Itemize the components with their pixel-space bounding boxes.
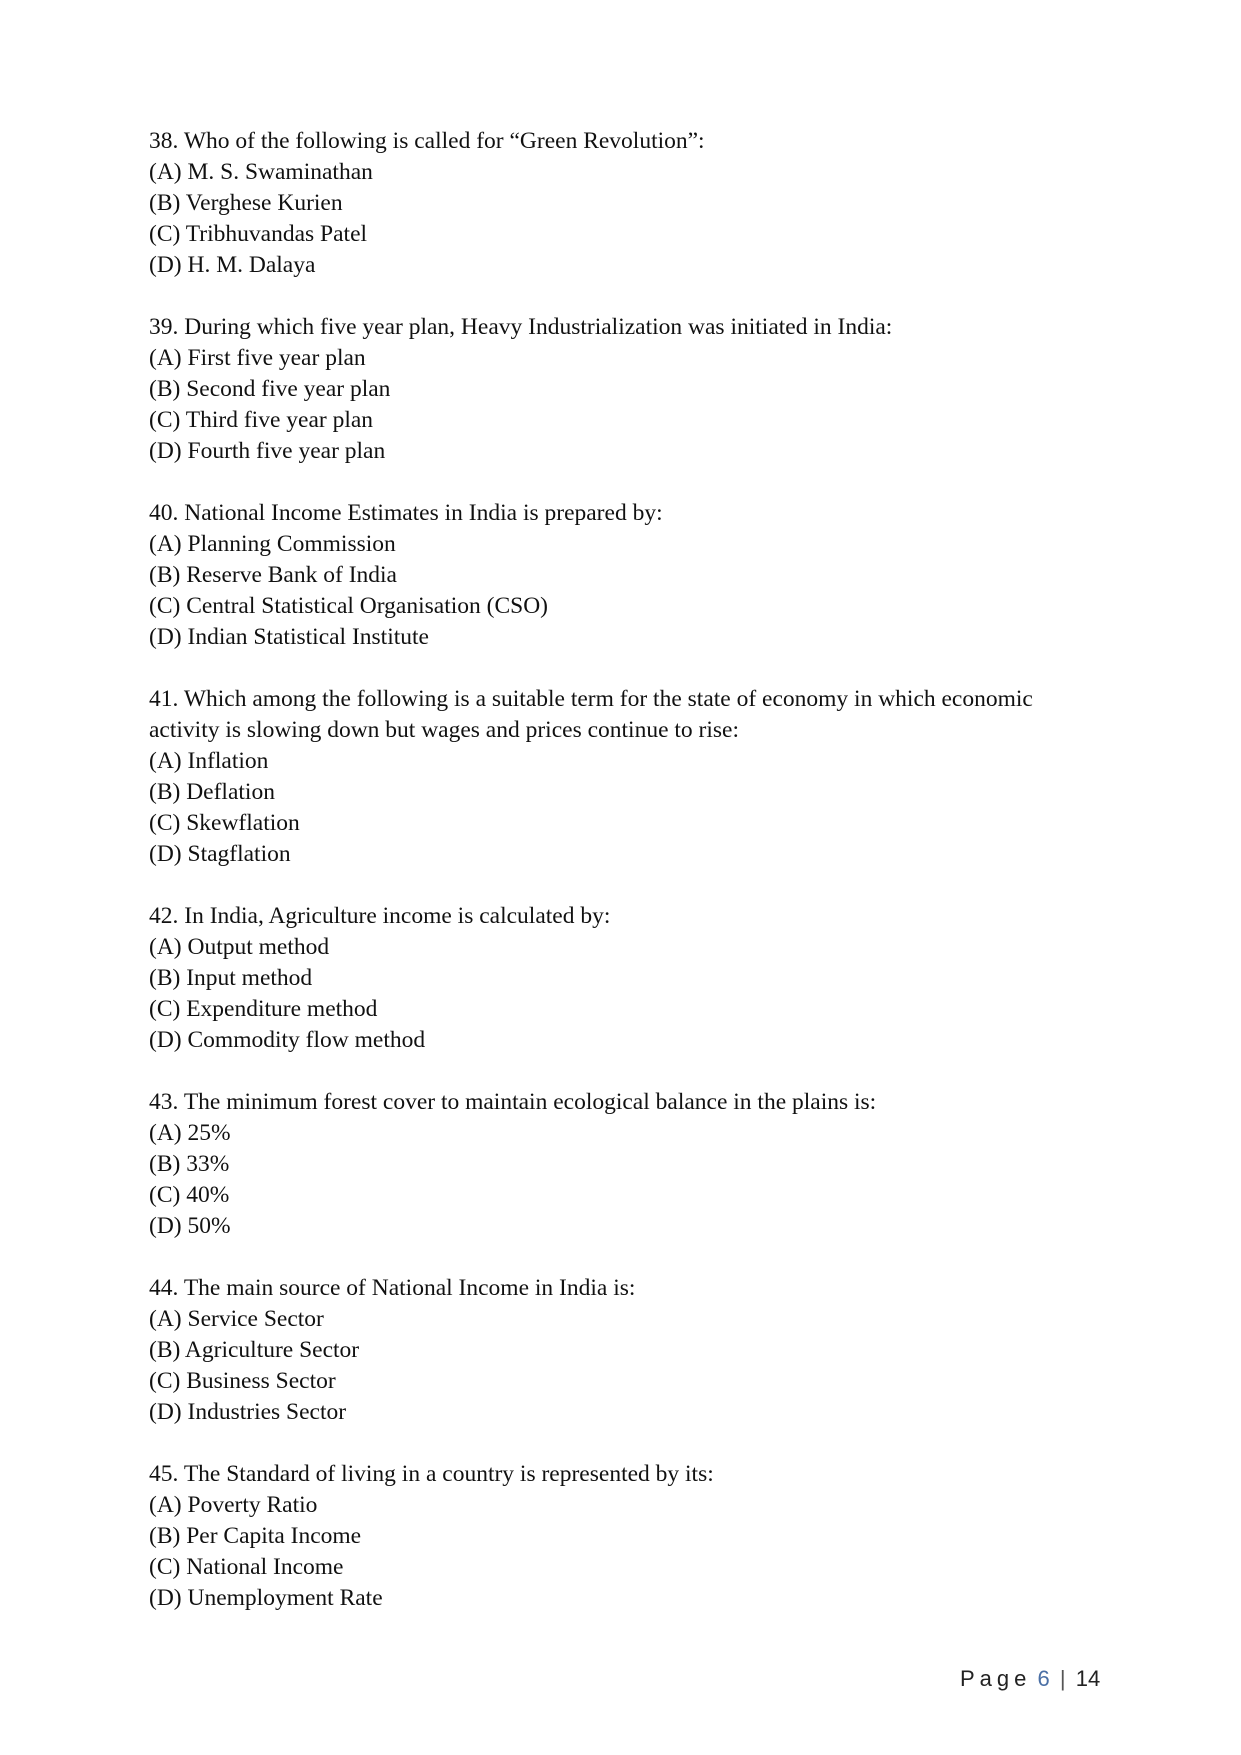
answer-option: (B) Agriculture Sector [149, 1337, 360, 1363]
question-text: 43. The minimum forest cover to maintain ecological balance in the plains is: [149, 1089, 877, 1115]
question-text: 39. During which five year plan, Heavy Industrialization was initiated in India: [149, 314, 893, 340]
answer-option: (C) Skewflation [149, 810, 300, 836]
question-item [149, 312, 1109, 467]
answer-option: (A) M. S. Swaminathan [149, 159, 373, 185]
page-label: Page [960, 1666, 1032, 1691]
answer-option: (C) Business Sector [149, 1368, 336, 1394]
page-number: 6 [1037, 1666, 1050, 1691]
total-pages: 14 [1075, 1666, 1101, 1691]
answer-option: (C) Expenditure method [149, 996, 378, 1022]
answer-option: (D) 50% [149, 1213, 231, 1239]
answer-option: (A) Service Sector [149, 1306, 324, 1332]
answer-option: (B) Second five year plan [149, 376, 391, 402]
answer-option: (B) Input method [149, 965, 313, 991]
answer-option: (A) Poverty Ratio [149, 1492, 318, 1518]
answer-option: (B) 33% [149, 1151, 230, 1177]
answer-option: (A) First five year plan [149, 345, 366, 371]
answer-option: (B) Verghese Kurien [149, 190, 343, 216]
question-item [149, 1087, 1109, 1242]
question-text: 45. The Standard of living in a country is represented by its: [149, 1461, 714, 1487]
answer-option: (B) Deflation [149, 779, 275, 805]
question-text: 41. Which among the following is a suitable term for the state of economy in which economic activity is slowing down but wages and prices continue to rise: [149, 686, 1033, 743]
answer-option: (B) Reserve Bank of India [149, 562, 397, 588]
answer-option: (A) Planning Commission [149, 531, 396, 557]
question-text: 38. Who of the following is called for “Green Revolution”: [149, 128, 705, 154]
answer-option: (C) Central Statistical Organisation (CSO) [149, 593, 549, 619]
question-text: 42. In India, Agriculture income is calculated by: [149, 903, 611, 929]
answer-option: (D) Fourth five year plan [149, 438, 386, 464]
answer-option: (D) Indian Statistical Institute [149, 624, 429, 650]
answer-option: (A) Output method [149, 934, 330, 960]
question-item [149, 1273, 1109, 1428]
question-item [149, 684, 1109, 870]
answer-option: (C) National Income [149, 1554, 344, 1580]
question-item [149, 126, 1109, 281]
question-text: 40. National Income Estimates in India is prepared by: [149, 500, 663, 526]
answer-option: (C) Tribhuvandas Patel [149, 221, 368, 247]
question-list [149, 126, 1109, 1645]
answer-option: (A) Inflation [149, 748, 269, 774]
answer-option: (D) Stagflation [149, 841, 291, 867]
question-item [149, 1459, 1109, 1614]
answer-option: (A) 25% [149, 1120, 231, 1146]
question-item [149, 498, 1109, 653]
page-separator: | [1059, 1666, 1066, 1691]
question-text: 44. The main source of National Income in India is: [149, 1275, 636, 1301]
answer-option: (C) Third five year plan [149, 407, 374, 433]
answer-option: (D) Unemployment Rate [149, 1585, 383, 1611]
answer-option: (B) Per Capita Income [149, 1523, 362, 1549]
answer-option: (D) Industries Sector [149, 1399, 347, 1425]
answer-option: (D) Commodity flow method [149, 1027, 426, 1053]
question-item [149, 901, 1109, 1056]
answer-option: (C) 40% [149, 1182, 230, 1208]
page-footer [960, 1665, 1160, 1693]
answer-option: (D) H. M. Dalaya [149, 252, 316, 278]
